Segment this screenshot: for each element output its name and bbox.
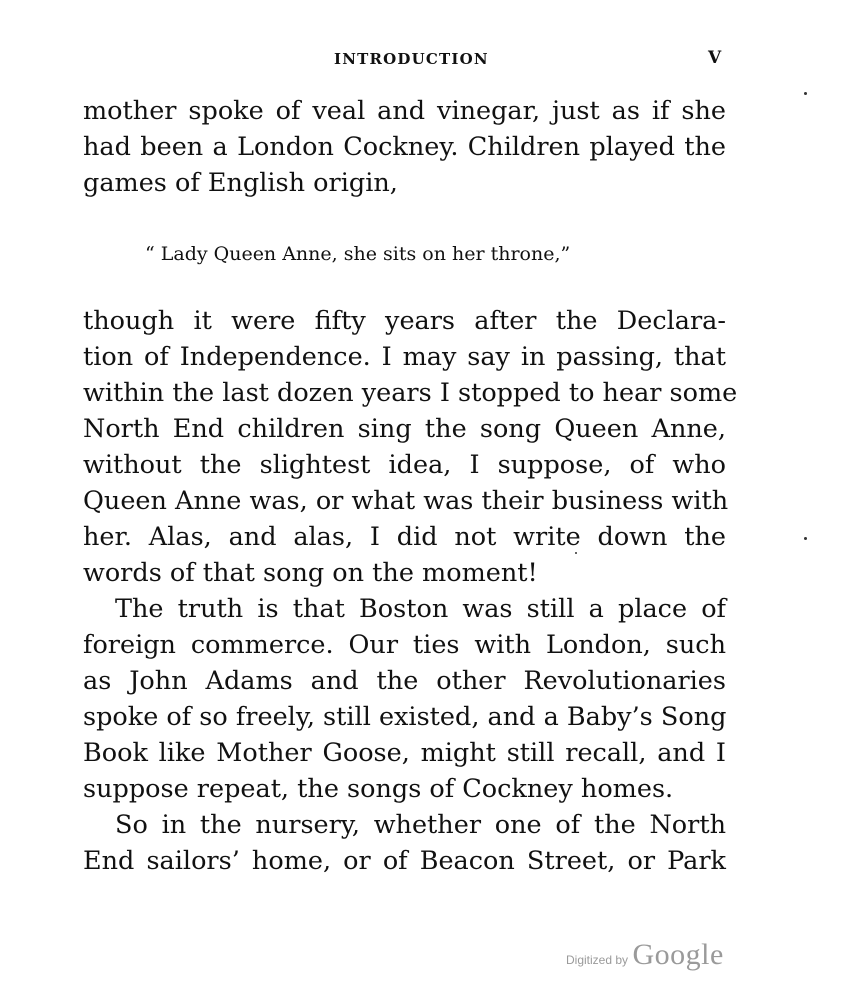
block-quote: “ Lady Queen Anne, she sits on her throne,” <box>145 243 571 265</box>
text-line: spoke of so freely, still existed, and a Baby’s Song <box>83 702 727 732</box>
text-line: within the last dozen years I stopped to hear some <box>83 378 738 408</box>
text-line: her. Alas, and alas, I did not write down the <box>83 522 726 552</box>
text-line: games of English origin, <box>83 168 398 198</box>
watermark-prefix: Digitized by <box>566 953 629 967</box>
scan-speck <box>804 537 807 540</box>
text-line: without the slightest idea, I suppose, of who <box>83 450 726 480</box>
running-head: INTRODUCTION <box>334 50 489 68</box>
text-line: Queen Anne was, or what was their business with <box>83 486 729 516</box>
text-line: though it were fifty years after the Declara- <box>83 306 726 336</box>
page-number: V <box>708 48 722 68</box>
text-line: Book like Mother Goose, might still recall, and I <box>83 738 726 768</box>
text-line: tion of Independence. I may say in passing, that <box>83 342 726 372</box>
text-line: So in the nursery, whether one of the North <box>115 810 726 840</box>
scan-speck <box>804 92 807 95</box>
digitized-by-google-watermark <box>566 938 724 972</box>
text-line: had been a London Cockney. Children played the <box>83 132 726 162</box>
text-line: words of that song on the moment! <box>83 558 538 588</box>
google-logo: Google <box>632 938 724 971</box>
text-line: End sailors’ home, or of Beacon Street, or Park <box>83 846 726 876</box>
text-line: as John Adams and the other Revolutionaries <box>83 666 726 696</box>
text-line: The truth is that Boston was still a place of <box>115 594 726 624</box>
text-line: foreign commerce. Our ties with London, such <box>83 630 726 660</box>
text-line: mother spoke of veal and vinegar, just as if she <box>83 96 726 126</box>
text-line: North End children sing the song Queen Anne, <box>83 414 726 444</box>
scan-speck <box>575 552 577 554</box>
text-line: suppose repeat, the songs of Cockney homes. <box>83 774 674 804</box>
